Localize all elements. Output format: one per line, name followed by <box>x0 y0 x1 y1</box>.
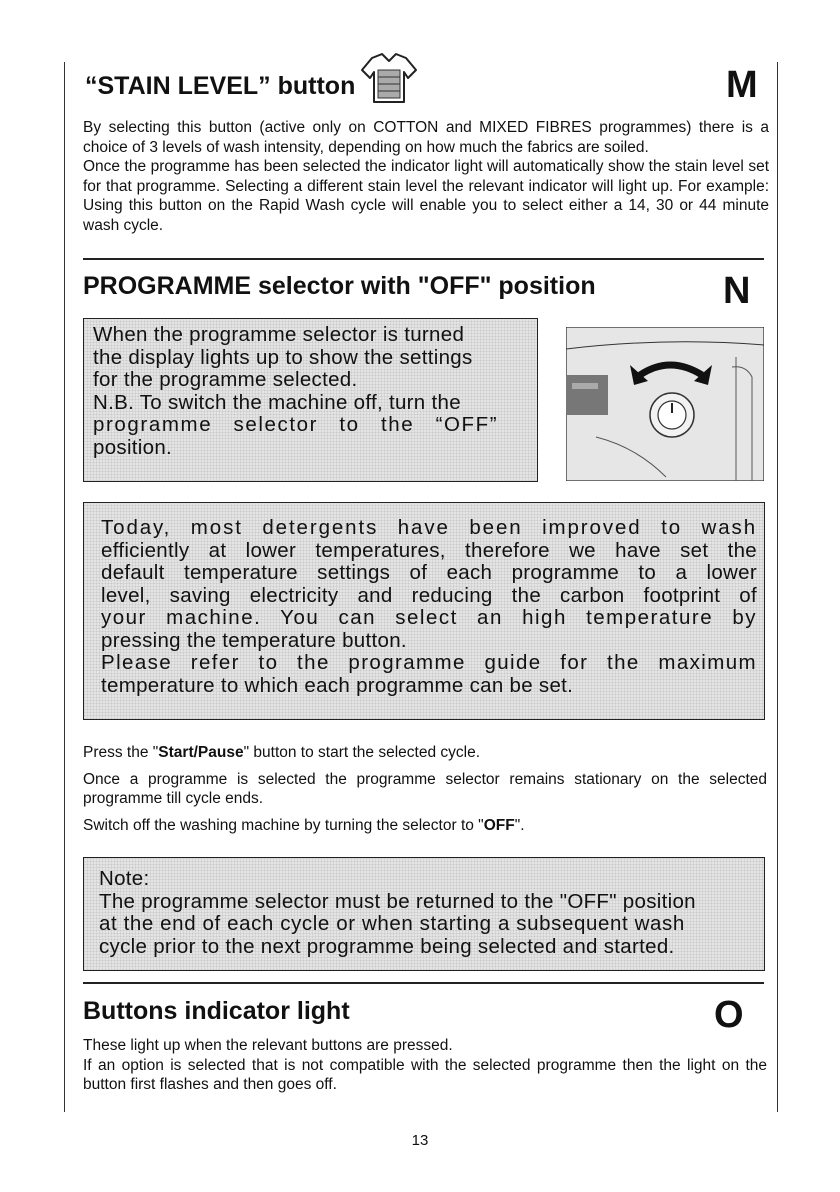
selector-info-line: the display lights up to show the settings <box>93 345 473 369</box>
note-text <box>99 868 759 958</box>
section-n-title: PROGRAMME selector with "OFF" position <box>83 272 596 300</box>
left-margin-rule <box>64 62 65 1112</box>
section-divider-n-o <box>83 982 764 984</box>
page-number: 13 <box>411 1132 429 1149</box>
section-n-letter: N <box>723 270 751 312</box>
section-m-paragraph-1: By selecting this button (active only on COTTON and MIXED FIBRES programmes) there is a choice of 3 levels of wash intensity, depending on how much the fabrics are soiled. <box>83 119 769 156</box>
start-pause-label: Start/Pause <box>158 744 244 761</box>
start-pause-text-before: Press the " <box>83 744 159 761</box>
section-m-letter: M <box>726 64 758 106</box>
temperature-info-line: pressing the temperature button. <box>101 628 407 652</box>
note-line: cycle prior to the next programme being selected and started. <box>99 934 675 958</box>
programme-selector-knob-icon <box>566 327 764 481</box>
selector-info-text <box>93 324 533 459</box>
selector-info-line: position. <box>93 435 173 459</box>
selector-info-line: programme selector to the “OFF” <box>93 413 499 436</box>
section-o-paragraph-1: These light up when the relevant buttons are pressed. <box>83 1037 453 1054</box>
section-m-paragraph-2: Once the programme has been selected the indicator light will automatically show the stain level set for that programme. Selecting a different stain level the relevant indicator will light up. For example: Using this button on the Rapid Wash cycle will enable you to select either a 14, 30 or 44 minute wash cycle. <box>83 158 769 234</box>
right-margin-rule <box>777 62 778 1112</box>
start-pause-text-after: " button to start the selected cycle. <box>243 744 480 761</box>
temperature-info-line: efficiently at lower temperatures, therefore we have set the <box>101 538 757 562</box>
section-o-text <box>83 1036 767 1095</box>
temperature-info-line: your machine. You can select an high temperature by <box>101 606 757 629</box>
section-m-title: “STAIN LEVEL” button <box>85 72 356 100</box>
temperature-info-line: Today, most detergents have been improved to wash <box>101 516 757 539</box>
switch-off-text-after: ". <box>514 816 525 834</box>
note-line: Note: <box>99 867 150 890</box>
switch-off-paragraph <box>83 816 767 836</box>
section-n-text <box>83 743 767 835</box>
selector-stationary-paragraph: Once a programme is selected the programme selector remains stationary on the selected programme till cycle ends. <box>83 770 767 807</box>
temperature-info-line: level, saving electricity and reducing the carbon footprint of <box>101 583 757 607</box>
section-divider-m-n <box>83 258 764 260</box>
temperature-info-line: Please refer to the programme guide for the maximum <box>101 651 757 674</box>
selector-info-line: N.B. To switch the machine off, turn the <box>93 390 461 414</box>
off-label: OFF <box>483 816 515 834</box>
section-o-paragraph-2: If an option is selected that is not compatible with the selected programme then the light on the button first flashes and then goes off. <box>83 1056 767 1093</box>
temperature-info-line: default temperature settings of each programme to a lower <box>101 561 757 584</box>
temperature-info-line: temperature to which each programme can be set. <box>101 673 574 697</box>
selector-info-line: When the programme selector is turned <box>93 323 465 346</box>
selector-info-line: for the programme selected. <box>93 368 358 391</box>
section-o-letter: O <box>714 994 744 1036</box>
switch-off-text-before: Switch off the washing machine by turning the selector to " <box>83 816 484 834</box>
section-m-text <box>83 118 769 235</box>
note-line: The programme selector must be returned to the "OFF" position <box>99 889 696 913</box>
section-o-title: Buttons indicator light <box>83 997 350 1025</box>
temperature-info-text <box>101 517 757 697</box>
note-line: at the end of each cycle or when starting a subsequent wash <box>99 912 685 935</box>
shirt-stain-icon <box>358 50 420 106</box>
start-pause-paragraph <box>83 743 767 763</box>
